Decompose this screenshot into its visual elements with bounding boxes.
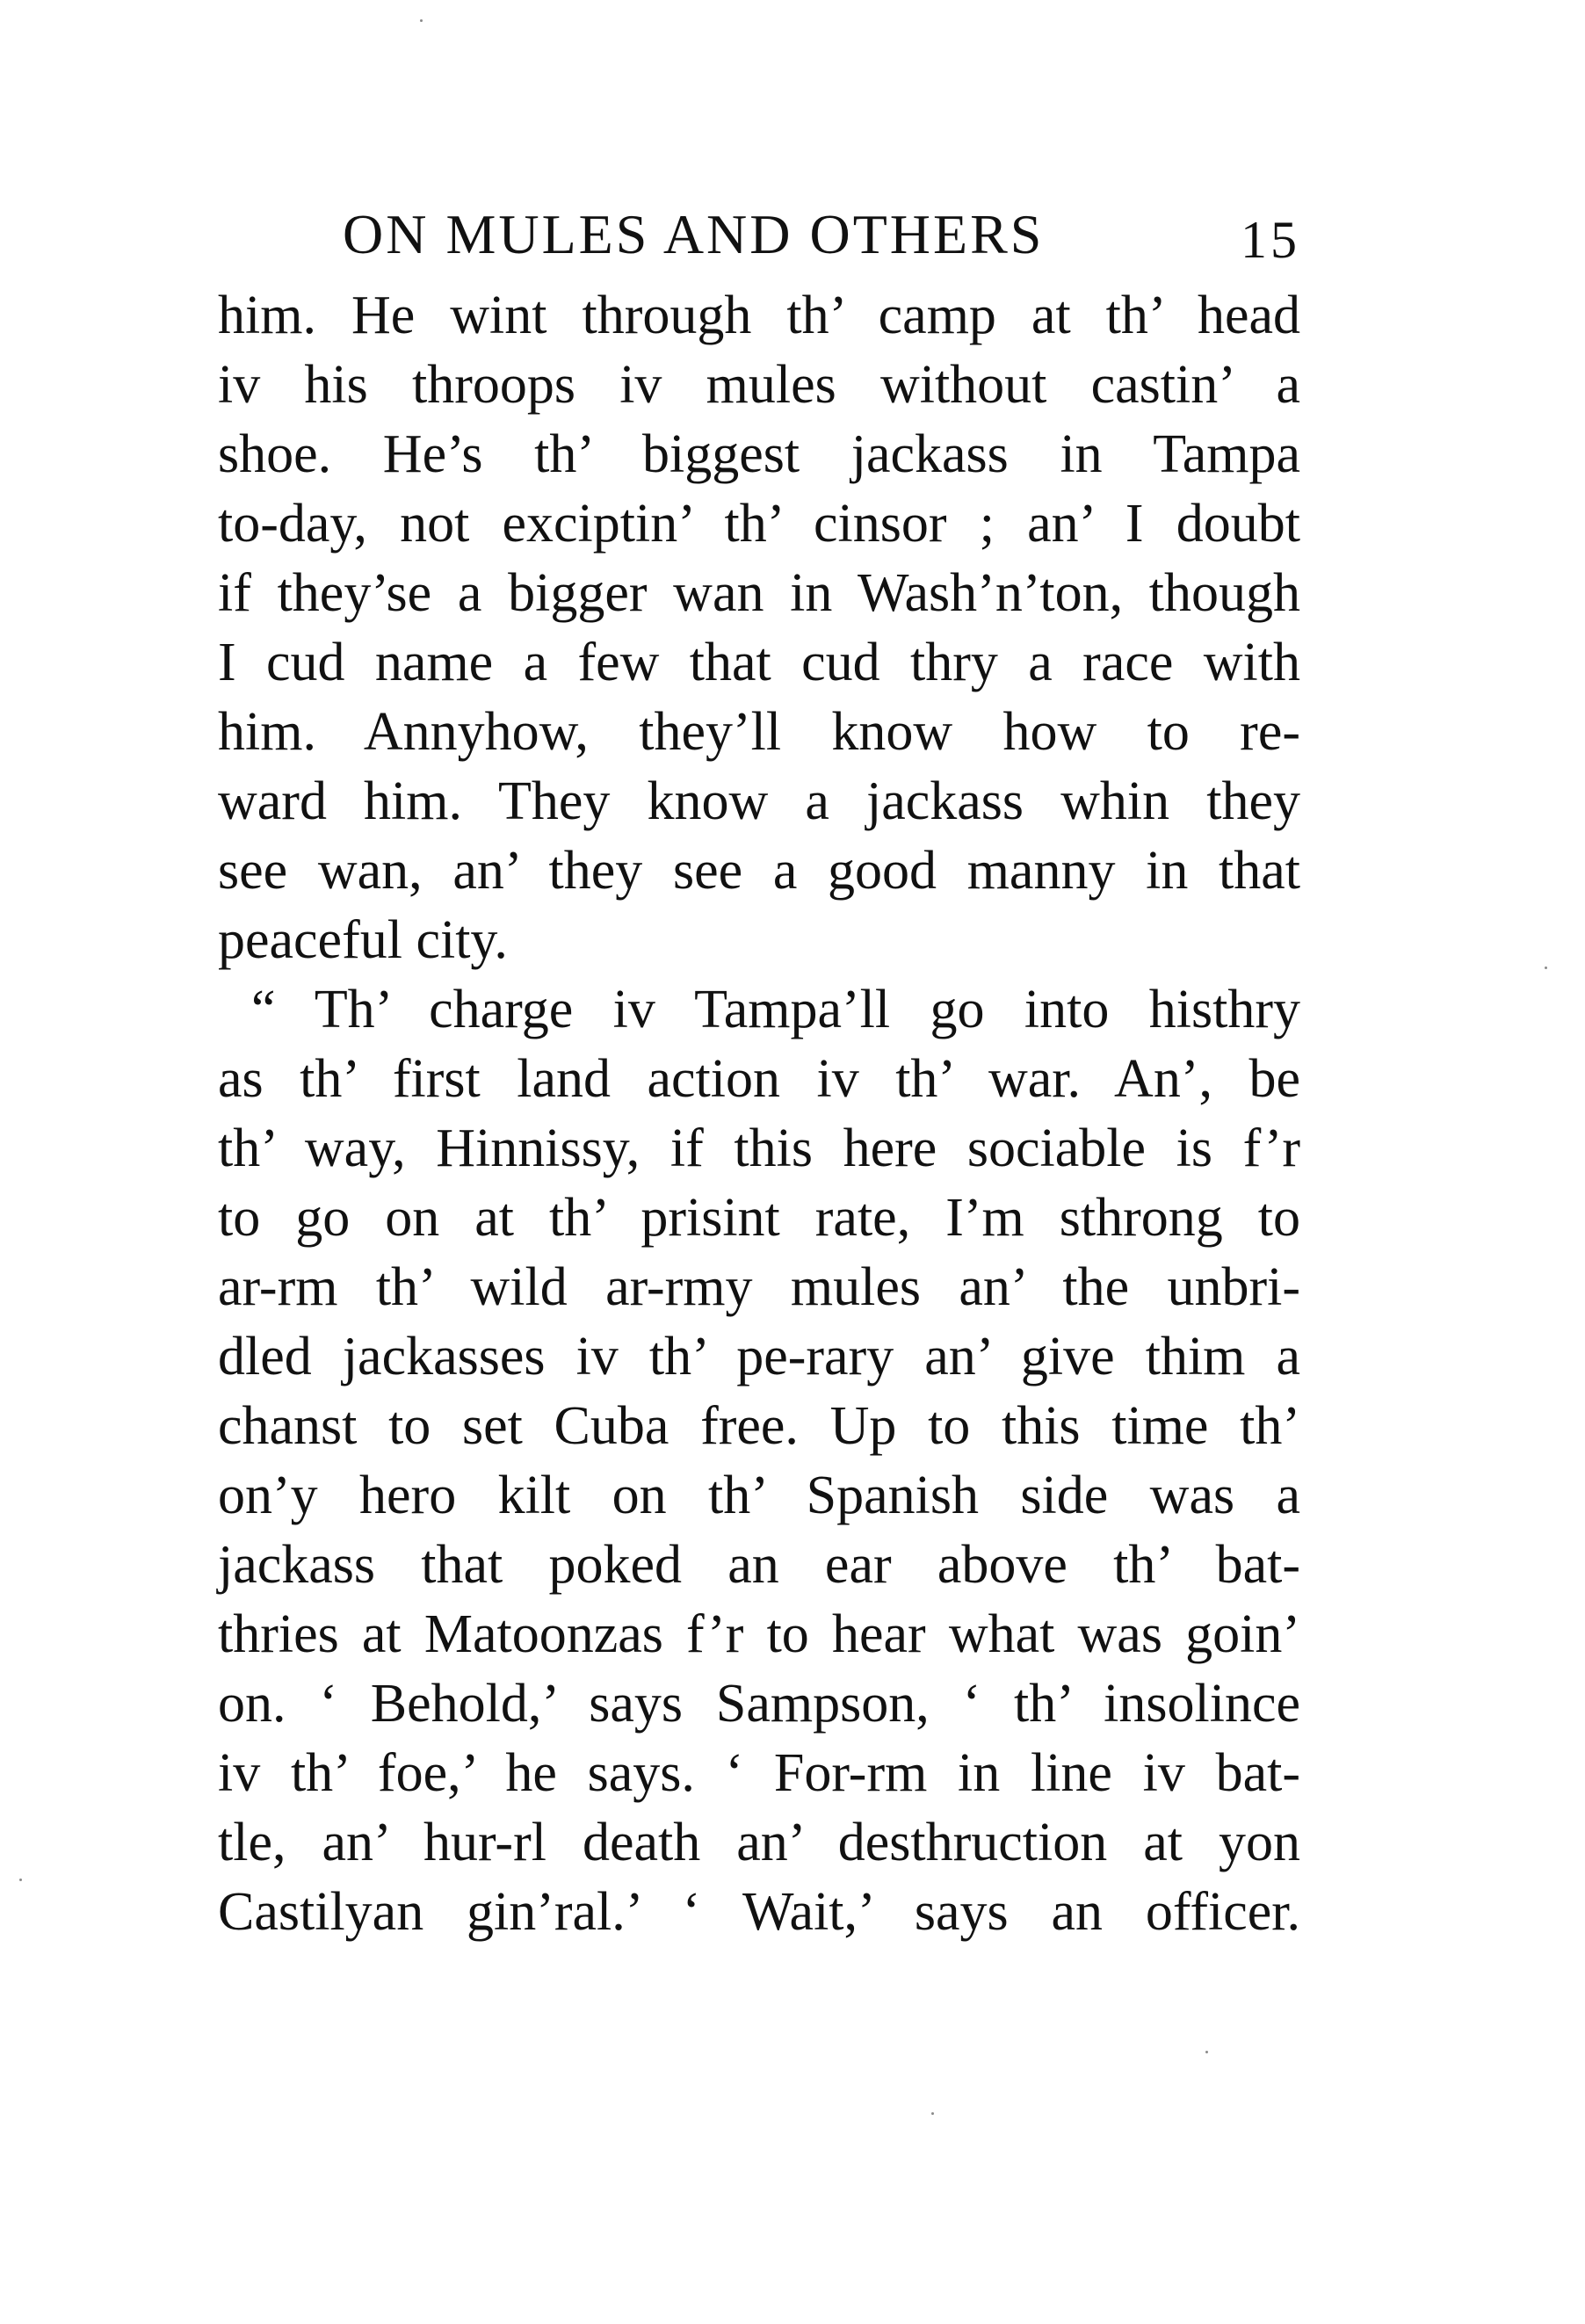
page-number: 15 [1241,211,1300,269]
paper-speck [1205,2051,1208,2053]
text-line: to go on at th’ prisint rate, I’m sthrong to [218,1188,1300,1248]
text-line: ward him. They know a jackass whin they [218,771,1300,831]
text-line: th’ way, Hinnissy, if this here sociable is f’r [218,1119,1300,1178]
text-line: “ Th’ charge iv Tampa’ll go into histhry [251,980,1300,1039]
running-head [343,195,1300,274]
text-line: if they’se a bigger wan in Wash’n’ton, though [218,563,1300,623]
running-head-title: ON MULES AND OTHERS [343,203,1045,265]
paragraph-2 [218,975,1300,1947]
text-line: jackass that poked an ear above th’ bat- [218,1535,1300,1595]
paper-speck [1545,967,1547,969]
body-text [218,281,1300,1947]
paragraph-1 [218,281,1300,975]
text-line: ar-rm th’ wild ar-rmy mules an’ the unbri- [218,1257,1300,1317]
paper-speck [931,2112,934,2115]
text-line: Castilyan gin’ral.’ ‘ Wait,’ says an officer. [218,1882,1300,1942]
text-line: on’y hero kilt on th’ Spanish side was a [218,1466,1300,1525]
text-line: to-day, not exciptin’ th’ cinsor ; an’ I doubt [218,494,1300,554]
text-line: tle, an’ hur-rl death an’ desthruction at yon [218,1813,1300,1872]
text-line: him. Annyhow, they’ll know how to re- [218,702,1300,762]
text-line: dled jackasses iv th’ pe-rary an’ give thim a [218,1327,1300,1386]
paper-speck [420,19,423,22]
text-line: thries at Matoonzas f’r to hear what was goin’ [218,1604,1300,1664]
paper-speck [19,1879,22,1881]
text-line: chanst to set Cuba free. Up to this time th’ [218,1396,1300,1456]
text-line: shoe. He’s th’ biggest jackass in Tampa [218,424,1300,484]
text-line: as th’ first land action iv th’ war. An’, be [218,1049,1300,1109]
text-line: iv his throops iv mules without castin’ a [218,355,1300,415]
text-line: peaceful city. [218,910,508,970]
text-line: on. ‘ Behold,’ says Sampson, ‘ th’ insolince [218,1674,1300,1734]
text-line: iv th’ foe,’ he says. ‘ For-rm in line iv bat- [218,1743,1300,1803]
text-line: see wan, an’ they see a good manny in that [218,841,1300,901]
text-line: him. He wint through th’ camp at th’ head [218,286,1300,345]
text-line: I cud name a few that cud thry a race with [218,633,1300,692]
